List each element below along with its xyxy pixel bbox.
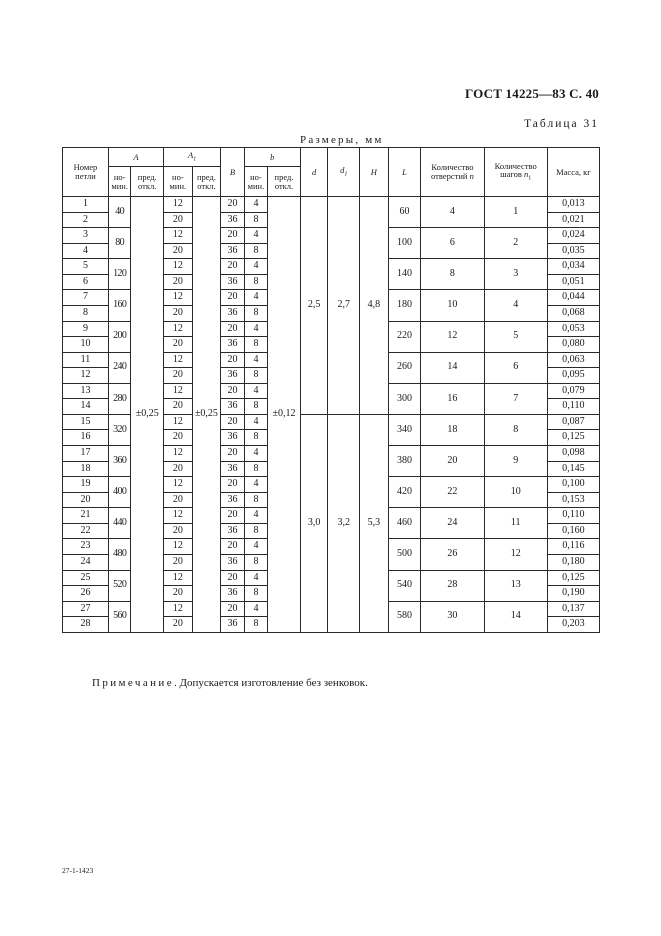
cell-mass: 0,034 <box>547 259 599 275</box>
cell-A-nom: 560 <box>108 601 130 632</box>
cell-loop-no: 5 <box>63 259 109 275</box>
cell-A1-nom: 12 <box>164 570 193 586</box>
cell-A1-nom: 20 <box>164 274 193 290</box>
cell-B: 20 <box>221 570 244 586</box>
cell-b-nom: 8 <box>244 399 267 415</box>
cell-holes: 20 <box>421 446 484 477</box>
header-steps: Количество шагов $n_1$ <box>484 148 547 197</box>
cell-b-nom: 8 <box>244 461 267 477</box>
cell-b-nom: 8 <box>244 368 267 384</box>
cell-loop-no: 25 <box>63 570 109 586</box>
cell-b-nom: 8 <box>244 274 267 290</box>
cell-L: 500 <box>388 539 421 570</box>
cell-loop-no: 28 <box>63 617 109 633</box>
cell-H: 4,8 <box>360 197 389 415</box>
cell-L: 340 <box>388 414 421 445</box>
header-A1: $A_1$ <box>164 148 221 167</box>
cell-A1-nom: 20 <box>164 617 193 633</box>
dimensions-table <box>62 147 600 633</box>
cell-steps: 9 <box>484 446 547 477</box>
cell-A-nom: 240 <box>108 352 130 383</box>
note <box>92 677 368 689</box>
cell-L: 220 <box>388 321 421 352</box>
header-mass: Масса, кг <box>547 148 599 197</box>
cell-A-nom: 120 <box>108 259 130 290</box>
note-label: Примечание <box>92 677 174 689</box>
header-loop-no: Номер петли <box>63 148 109 197</box>
cell-b-nom: 4 <box>244 508 267 524</box>
cell-loop-no: 6 <box>63 274 109 290</box>
cell-A1-nom: 20 <box>164 243 193 259</box>
cell-b-nom: 8 <box>244 617 267 633</box>
cell-loop-no: 17 <box>63 446 109 462</box>
cell-b-nom: 4 <box>244 570 267 586</box>
header-d: d <box>300 148 328 197</box>
header-A1-tol: пред. откл. <box>192 167 221 197</box>
header-A-tol: пред. откл. <box>131 167 164 197</box>
cell-L: 380 <box>388 446 421 477</box>
cell-L: 540 <box>388 570 421 601</box>
cell-b-nom: 4 <box>244 539 267 555</box>
cell-B: 20 <box>221 383 244 399</box>
cell-mass: 0,153 <box>547 492 599 508</box>
cell-A1-nom: 12 <box>164 197 193 213</box>
cell-A1-nom: 12 <box>164 539 193 555</box>
cell-d: 3,0 <box>300 414 328 632</box>
cell-loop-no: 15 <box>63 414 109 430</box>
cell-A-nom: 400 <box>108 477 130 508</box>
cell-b-nom: 8 <box>244 243 267 259</box>
cell-A-nom: 440 <box>108 508 130 539</box>
cell-mass: 0,125 <box>547 430 599 446</box>
cell-A1-nom: 12 <box>164 383 193 399</box>
cell-B: 20 <box>221 539 244 555</box>
cell-steps: 11 <box>484 508 547 539</box>
cell-steps: 12 <box>484 539 547 570</box>
cell-loop-no: 24 <box>63 554 109 570</box>
cell-mass: 0,024 <box>547 228 599 244</box>
cell-steps: 4 <box>484 290 547 321</box>
cell-mass: 0,145 <box>547 461 599 477</box>
cell-L: 580 <box>388 601 421 632</box>
cell-b-nom: 8 <box>244 212 267 228</box>
cell-A-nom: 40 <box>108 197 130 228</box>
cell-B: 20 <box>221 477 244 493</box>
cell-loop-no: 21 <box>63 508 109 524</box>
cell-B: 20 <box>221 508 244 524</box>
cell-A1-nom: 12 <box>164 352 193 368</box>
cell-A1-nom: 12 <box>164 321 193 337</box>
cell-steps: 13 <box>484 570 547 601</box>
header-B: B <box>221 148 244 197</box>
header-A1-nom: но-мин. <box>164 167 193 197</box>
cell-mass: 0,087 <box>547 414 599 430</box>
cell-mass: 0,110 <box>547 508 599 524</box>
cell-loop-no: 11 <box>63 352 109 368</box>
cell-A-tol: ±0,25 <box>131 197 164 633</box>
cell-A-nom: 200 <box>108 321 130 352</box>
cell-b-nom: 4 <box>244 601 267 617</box>
cell-loop-no: 9 <box>63 321 109 337</box>
dimensions-caption: Размеры, мм <box>300 134 384 146</box>
cell-B: 36 <box>221 274 244 290</box>
cell-loop-no: 10 <box>63 337 109 353</box>
cell-B: 20 <box>221 414 244 430</box>
cell-steps: 3 <box>484 259 547 290</box>
cell-mass: 0,116 <box>547 539 599 555</box>
header-H: H <box>360 148 389 197</box>
cell-loop-no: 27 <box>63 601 109 617</box>
cell-b-nom: 4 <box>244 446 267 462</box>
cell-B: 36 <box>221 305 244 321</box>
cell-A1-nom: 12 <box>164 228 193 244</box>
cell-holes: 28 <box>421 570 484 601</box>
cell-mass: 0,180 <box>547 554 599 570</box>
cell-mass: 0,035 <box>547 243 599 259</box>
cell-loop-no: 2 <box>63 212 109 228</box>
cell-A1-nom: 20 <box>164 305 193 321</box>
cell-B: 20 <box>221 228 244 244</box>
table-label: Таблица 31 <box>524 118 599 130</box>
cell-holes: 24 <box>421 508 484 539</box>
cell-holes: 16 <box>421 383 484 414</box>
cell-steps: 14 <box>484 601 547 632</box>
cell-B: 36 <box>221 617 244 633</box>
cell-B: 36 <box>221 243 244 259</box>
cell-loop-no: 4 <box>63 243 109 259</box>
cell-mass: 0,079 <box>547 383 599 399</box>
cell-loop-no: 13 <box>63 383 109 399</box>
cell-A1-nom: 20 <box>164 430 193 446</box>
cell-b-nom: 8 <box>244 523 267 539</box>
cell-B: 36 <box>221 461 244 477</box>
cell-A1-nom: 12 <box>164 290 193 306</box>
cell-b-nom: 4 <box>244 228 267 244</box>
cell-steps: 10 <box>484 477 547 508</box>
cell-mass: 0,190 <box>547 586 599 602</box>
header-b-nom: но-мин. <box>244 167 267 197</box>
cell-mass: 0,021 <box>547 212 599 228</box>
cell-loop-no: 8 <box>63 305 109 321</box>
cell-mass: 0,125 <box>547 570 599 586</box>
cell-loop-no: 3 <box>63 228 109 244</box>
cell-mass: 0,203 <box>547 617 599 633</box>
cell-b-nom: 8 <box>244 554 267 570</box>
cell-b-nom: 4 <box>244 383 267 399</box>
cell-b-tol: ±0,12 <box>268 197 301 633</box>
cell-A1-nom: 12 <box>164 477 193 493</box>
cell-steps: 7 <box>484 383 547 414</box>
cell-mass: 0,051 <box>547 274 599 290</box>
cell-loop-no: 19 <box>63 477 109 493</box>
cell-d1: 3,2 <box>328 414 360 632</box>
cell-loop-no: 1 <box>63 197 109 213</box>
cell-mass: 0,100 <box>547 477 599 493</box>
cell-A1-tol: ±0,25 <box>192 197 221 633</box>
cell-holes: 30 <box>421 601 484 632</box>
cell-loop-no: 14 <box>63 399 109 415</box>
cell-B: 36 <box>221 492 244 508</box>
cell-b-nom: 8 <box>244 305 267 321</box>
cell-b-nom: 4 <box>244 259 267 275</box>
cell-loop-no: 26 <box>63 586 109 602</box>
cell-A1-nom: 20 <box>164 368 193 384</box>
cell-steps: 6 <box>484 352 547 383</box>
cell-L: 100 <box>388 228 421 259</box>
cell-H: 5,3 <box>360 414 389 632</box>
note-text: . Допускается изготовление без зенковок. <box>173 677 368 689</box>
cell-A1-nom: 20 <box>164 554 193 570</box>
cell-A1-nom: 20 <box>164 523 193 539</box>
footer-code: 27-1-1423 <box>62 866 94 875</box>
cell-mass: 0,013 <box>547 197 599 213</box>
cell-A1-nom: 12 <box>164 601 193 617</box>
cell-A1-nom: 12 <box>164 414 193 430</box>
cell-B: 20 <box>221 446 244 462</box>
cell-mass: 0,160 <box>547 523 599 539</box>
cell-B: 36 <box>221 554 244 570</box>
cell-mass: 0,053 <box>547 321 599 337</box>
header-b-tol: пред. откл. <box>268 167 301 197</box>
cell-A1-nom: 12 <box>164 446 193 462</box>
cell-b-nom: 8 <box>244 492 267 508</box>
cell-B: 20 <box>221 290 244 306</box>
cell-mass: 0,080 <box>547 337 599 353</box>
cell-b-nom: 4 <box>244 321 267 337</box>
cell-b-nom: 4 <box>244 477 267 493</box>
table-body <box>63 197 600 633</box>
header-A: A <box>108 148 163 167</box>
header-d1: $d_1$ <box>328 148 360 197</box>
cell-b-nom: 4 <box>244 197 267 213</box>
cell-mass: 0,068 <box>547 305 599 321</box>
cell-A1-nom: 20 <box>164 399 193 415</box>
cell-loop-no: 20 <box>63 492 109 508</box>
cell-A1-nom: 20 <box>164 586 193 602</box>
cell-steps: 2 <box>484 228 547 259</box>
cell-loop-no: 16 <box>63 430 109 446</box>
cell-A1-nom: 20 <box>164 492 193 508</box>
cell-B: 20 <box>221 352 244 368</box>
cell-steps: 8 <box>484 414 547 445</box>
cell-loop-no: 7 <box>63 290 109 306</box>
cell-B: 20 <box>221 321 244 337</box>
cell-L: 300 <box>388 383 421 414</box>
cell-A-nom: 160 <box>108 290 130 321</box>
cell-B: 20 <box>221 259 244 275</box>
cell-A-nom: 360 <box>108 446 130 477</box>
cell-holes: 14 <box>421 352 484 383</box>
cell-b-nom: 4 <box>244 352 267 368</box>
cell-holes: 26 <box>421 539 484 570</box>
cell-mass: 0,095 <box>547 368 599 384</box>
cell-holes: 6 <box>421 228 484 259</box>
cell-loop-no: 12 <box>63 368 109 384</box>
cell-mass: 0,098 <box>547 446 599 462</box>
cell-A-nom: 280 <box>108 383 130 414</box>
cell-loop-no: 22 <box>63 523 109 539</box>
cell-steps: 1 <box>484 197 547 228</box>
cell-holes: 8 <box>421 259 484 290</box>
cell-d1: 2,7 <box>328 197 360 415</box>
cell-b-nom: 4 <box>244 290 267 306</box>
cell-L: 460 <box>388 508 421 539</box>
cell-L: 180 <box>388 290 421 321</box>
cell-steps: 5 <box>484 321 547 352</box>
header-holes: Количество отверстий n <box>421 148 484 197</box>
cell-B: 36 <box>221 212 244 228</box>
cell-loop-no: 23 <box>63 539 109 555</box>
header-b: b <box>244 148 300 167</box>
cell-mass: 0,063 <box>547 352 599 368</box>
cell-B: 20 <box>221 601 244 617</box>
header-L: L <box>388 148 421 197</box>
cell-holes: 12 <box>421 321 484 352</box>
cell-b-nom: 8 <box>244 430 267 446</box>
cell-B: 36 <box>221 586 244 602</box>
cell-L: 260 <box>388 352 421 383</box>
cell-holes: 10 <box>421 290 484 321</box>
cell-A-nom: 480 <box>108 539 130 570</box>
cell-holes: 4 <box>421 197 484 228</box>
header-A-nom: но-мин. <box>108 167 130 197</box>
cell-L: 140 <box>388 259 421 290</box>
page-title: ГОСТ 14225—83 С. 40 <box>465 86 599 101</box>
cell-A1-nom: 12 <box>164 508 193 524</box>
cell-b-nom: 8 <box>244 586 267 602</box>
cell-holes: 18 <box>421 414 484 445</box>
cell-A1-nom: 20 <box>164 212 193 228</box>
cell-B: 36 <box>221 337 244 353</box>
cell-L: 420 <box>388 477 421 508</box>
cell-B: 36 <box>221 368 244 384</box>
cell-mass: 0,044 <box>547 290 599 306</box>
cell-B: 20 <box>221 197 244 213</box>
cell-B: 36 <box>221 523 244 539</box>
cell-A1-nom: 20 <box>164 461 193 477</box>
cell-L: 60 <box>388 197 421 228</box>
cell-loop-no: 18 <box>63 461 109 477</box>
cell-A-nom: 80 <box>108 228 130 259</box>
cell-A1-nom: 20 <box>164 337 193 353</box>
cell-mass: 0,137 <box>547 601 599 617</box>
cell-B: 36 <box>221 399 244 415</box>
cell-b-nom: 4 <box>244 414 267 430</box>
cell-B: 36 <box>221 430 244 446</box>
cell-d: 2,5 <box>300 197 328 415</box>
cell-A1-nom: 12 <box>164 259 193 275</box>
cell-holes: 22 <box>421 477 484 508</box>
table-row <box>63 197 600 213</box>
cell-b-nom: 8 <box>244 337 267 353</box>
cell-mass: 0,110 <box>547 399 599 415</box>
cell-A-nom: 320 <box>108 414 130 445</box>
cell-A-nom: 520 <box>108 570 130 601</box>
